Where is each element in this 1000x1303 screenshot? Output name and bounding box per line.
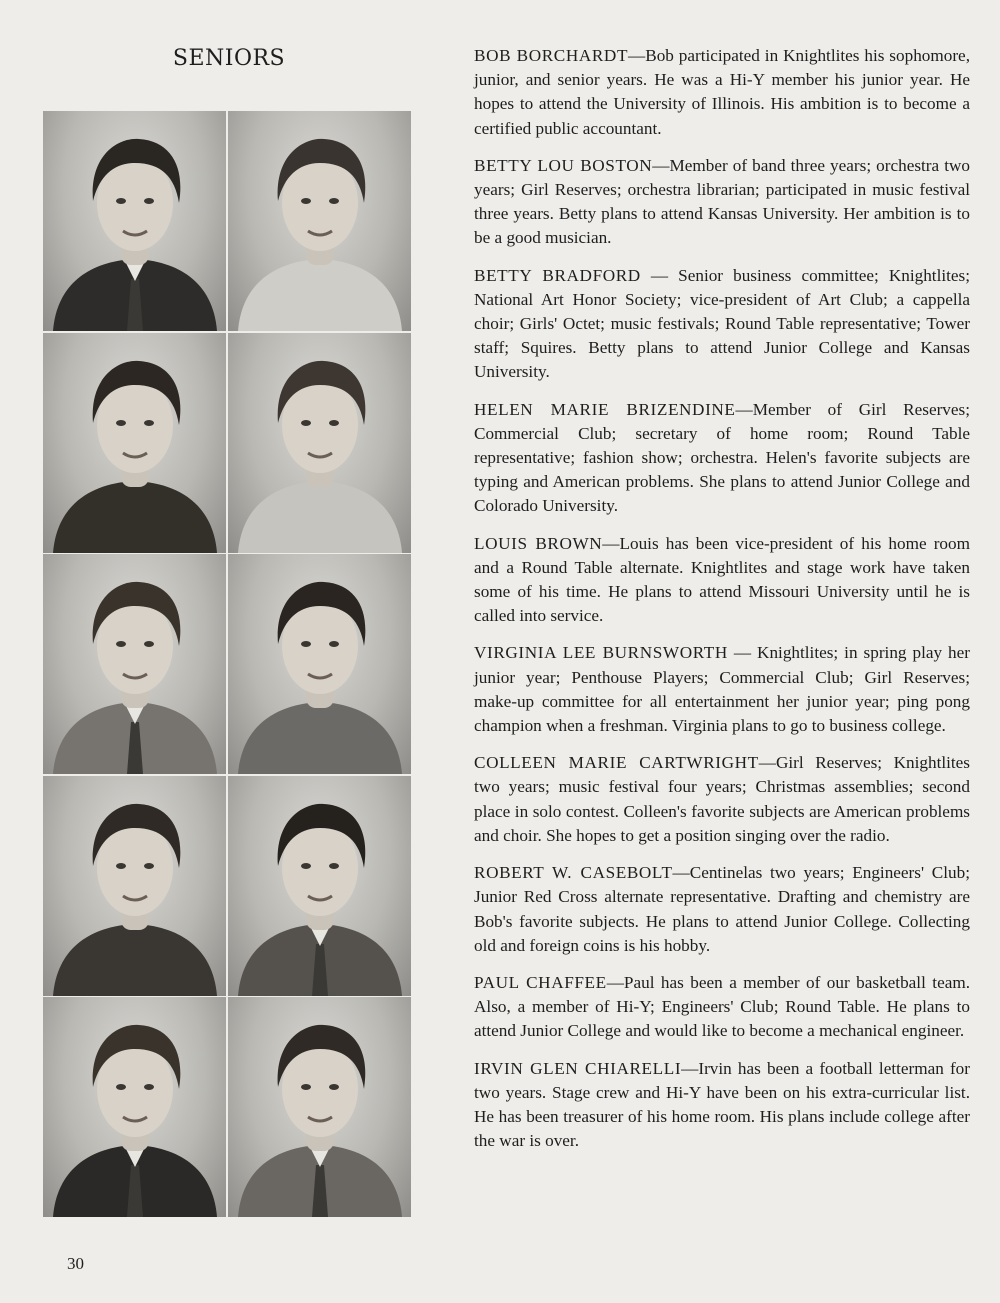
senior-description: —Member of band three years; orchestra two years; Girl Reserves; orchestra librarian; participated in music festival three years. Betty plans to attend Kansas University. Her ambition is to be a good musician.: [474, 155, 971, 248]
senior-description: —Louis has been vice-president of his home room and a Round Table alternate. Knightlites and stage work have taken some of his time. He plans to attend Missouri University until he is called into service.: [474, 533, 970, 626]
senior-bio: [474, 751, 970, 848]
senior-portrait: [228, 776, 411, 996]
portrait-photo: [43, 333, 226, 553]
senior-bio: [474, 1057, 970, 1154]
portrait-photo: [43, 111, 226, 331]
senior-name: VIRGINIA LEE BURNSWORTH: [474, 643, 728, 663]
senior-portrait: [43, 997, 226, 1217]
senior-description: — Senior business committee; Knightlites; National Art Honor Society; vice-president of Art Club; a cappella choir; Girls' Octet; music festivals; Round Table representative; Tower staff; Squires. Betty plans to attend Junior College and Kansas University.: [474, 265, 970, 382]
senior-name: ROBERT W. CASEBOLT: [474, 863, 673, 883]
senior-portrait: [228, 554, 411, 774]
portrait-photo: [228, 111, 411, 331]
senior-portrait: [43, 554, 226, 774]
portrait-photo: [228, 776, 411, 996]
senior-portrait: [228, 333, 411, 553]
senior-name: HELEN MARIE BRIZENDINE: [474, 399, 736, 419]
senior-name: LOUIS BROWN: [474, 533, 603, 553]
section-title: SENIORS: [172, 46, 286, 71]
senior-portrait: [43, 111, 226, 331]
senior-description: —Girl Reserves; Knightlites two years; music festival four years; Christmas assemblies; second place in solo contest. Colleen's favorite subjects are American problems and choir. She hopes to get a position singing over the radio.: [474, 753, 970, 845]
senior-bio: [474, 971, 970, 1044]
portrait-photo: [228, 333, 411, 553]
senior-portrait: [43, 776, 226, 996]
senior-name: COLLEEN MARIE CARTWRIGHT: [474, 753, 759, 773]
senior-bio: [474, 532, 970, 629]
page-number: 30: [67, 1254, 84, 1273]
senior-description: —Centinelas two years; Engineers' Club; Junior Red Cross alternate representative. Drafting and chemistry are Bob's favorite subjects. He plans to attend Junior College. Collecting old and foreign coins is his hobby.: [474, 863, 970, 955]
senior-name: IRVIN GLEN CHIARELLI: [474, 1058, 682, 1078]
senior-bio: [474, 861, 970, 958]
senior-description: —Paul has been a member of our basketball team. Also, a member of Hi-Y; Engineers' Club; Round Table. He plans to attend Junior College and would like to become a mechanical engineer.: [474, 972, 970, 1041]
senior-portrait: [228, 997, 411, 1217]
portrait-grid: [43, 111, 411, 1217]
senior-description: —Irvin has been a football letterman for two years. Stage crew and Hi-Y have been on his extra-curricular list. He has been treasurer of his home room. His plans include college after the war is over.: [474, 1058, 970, 1151]
portrait-photo: [43, 554, 226, 774]
portrait-photo: [228, 997, 411, 1217]
senior-name: BOB BORCHARDT: [474, 46, 629, 65]
portrait-photo: [228, 554, 411, 774]
portrait-photo: [43, 997, 226, 1217]
senior-description: — Knightlites; in spring play her junior year; Penthouse Players; Commercial Club; Girl Reserves; make-up committee for all entertainment her junior year; ping pong champion when a freshman. Virginia plans to go to business college.: [474, 643, 970, 736]
senior-bio: [474, 154, 970, 251]
senior-name: PAUL CHAFFEE: [474, 972, 607, 992]
senior-description: —Member of Girl Reserves; Commercial Club; secretary of home room; Round Table representative; fashion show; orchestra. Helen's favorite subjects are typing and American problems. She plans to attend Junior College and Colorado University.: [474, 399, 970, 516]
senior-portrait: [228, 111, 411, 331]
senior-bio: [474, 641, 970, 738]
senior-bio: [474, 44, 970, 141]
portrait-photo: [43, 776, 226, 996]
senior-name: BETTY BRADFORD: [474, 265, 641, 285]
senior-bio: [474, 398, 970, 519]
senior-bios: [474, 44, 970, 1166]
senior-portrait: [43, 333, 226, 553]
senior-bio: [474, 264, 970, 385]
senior-name: BETTY LOU BOSTON: [474, 155, 653, 175]
senior-description: —Bob participated in Knightlites his sophomore, junior, and senior years. He was a Hi-Y member his junior year. He hopes to attend the University of Illinois. His ambition is to become a certified public accountant.: [474, 46, 970, 138]
